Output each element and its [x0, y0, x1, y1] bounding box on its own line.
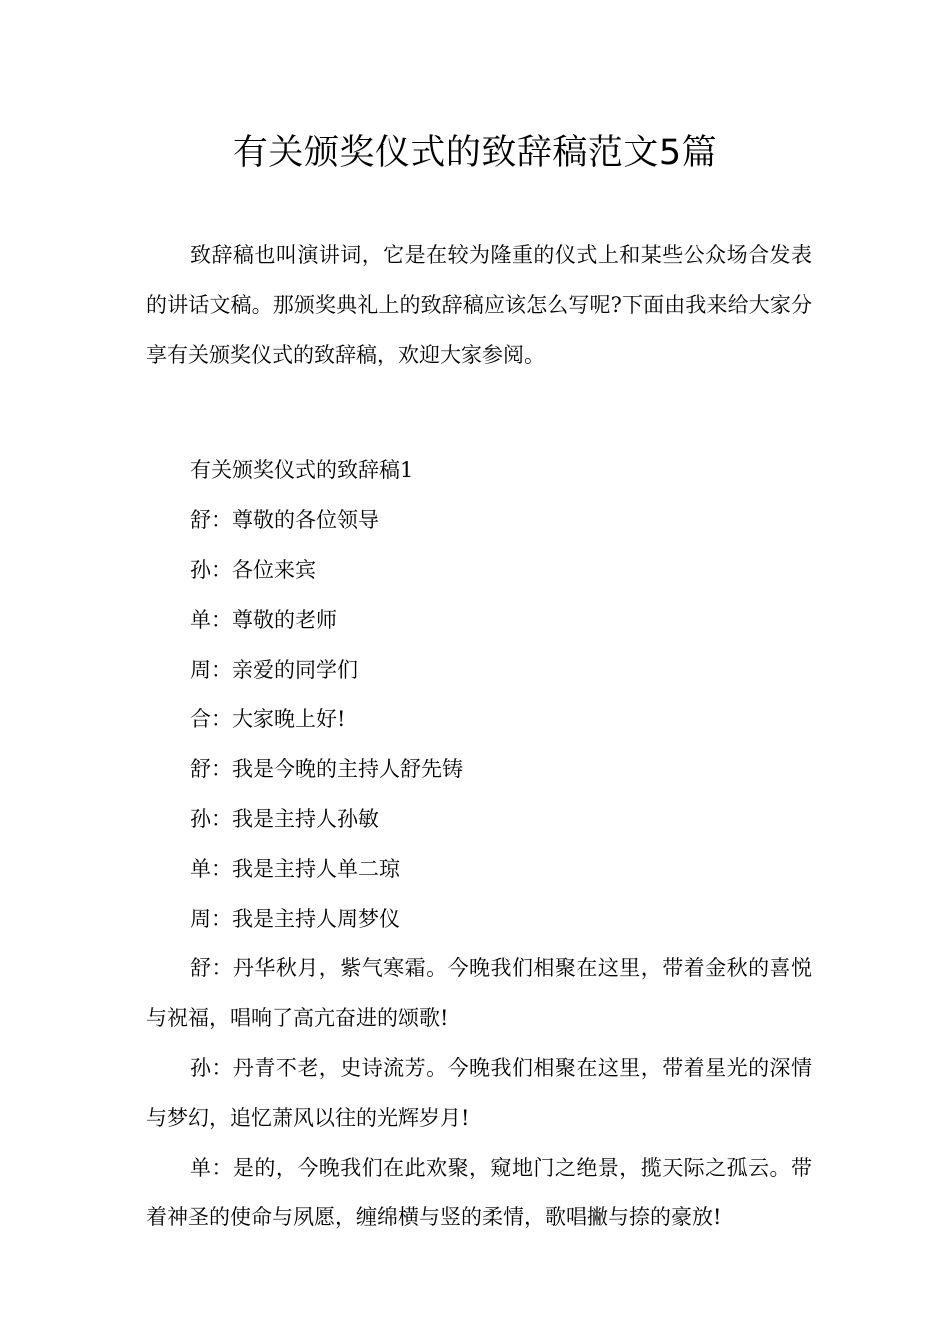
intro-paragraph: 致辞稿也叫演讲词，它是在较为隆重的仪式上和某些公众场合发表的讲话文稿。那颁奖典礼上的致辞稿应该怎么写呢?下面由我来给大家分享有关颁奖仪式的致辞稿，欢迎大家参阅。 — [146, 243, 812, 367]
speech-line: 舒：我是今晚的主持人舒先铸 — [190, 757, 463, 782]
speech-line: 合：大家晚上好! — [190, 707, 346, 732]
section-spacer — [146, 380, 812, 446]
speech-line: 孙：我是主持人孙敏 — [190, 806, 379, 831]
document-title: 有关颁奖仪式的致辞稿范文5篇 — [232, 133, 718, 173]
speech-line: 单：尊敬的老师 — [190, 607, 337, 632]
speech-paragraph: 舒：丹华秋月，紫气寒霜。今晚我们相聚在这里，带着金秋的喜悦与祝福，唱响了高亢奋进的颂歌! — [146, 956, 812, 1031]
speech-line: 孙：各位来宾 — [190, 557, 316, 582]
document-body — [146, 231, 812, 1243]
speech-line: 周：我是主持人周梦仪 — [190, 906, 400, 931]
speech-line: 周：亲爱的同学们 — [190, 657, 358, 682]
speech-line: 舒：尊敬的各位领导 — [190, 508, 379, 533]
speech-line: 单：我是主持人单二琼 — [190, 856, 400, 881]
section-heading: 有关颁奖仪式的致辞稿1 — [190, 458, 414, 483]
speech-paragraph: 孙：丹青不老，史诗流芳。今晚我们相聚在这里，带着星光的深情与梦幻，追忆萧风以往的光辉岁月! — [146, 1055, 812, 1130]
speech-paragraph: 单：是的，今晚我们在此欢聚，窥地门之绝景，揽天际之孤云。带着神圣的使命与夙愿，缠绵横与竖的柔情，歌唱撇与捺的豪放! — [146, 1155, 812, 1230]
